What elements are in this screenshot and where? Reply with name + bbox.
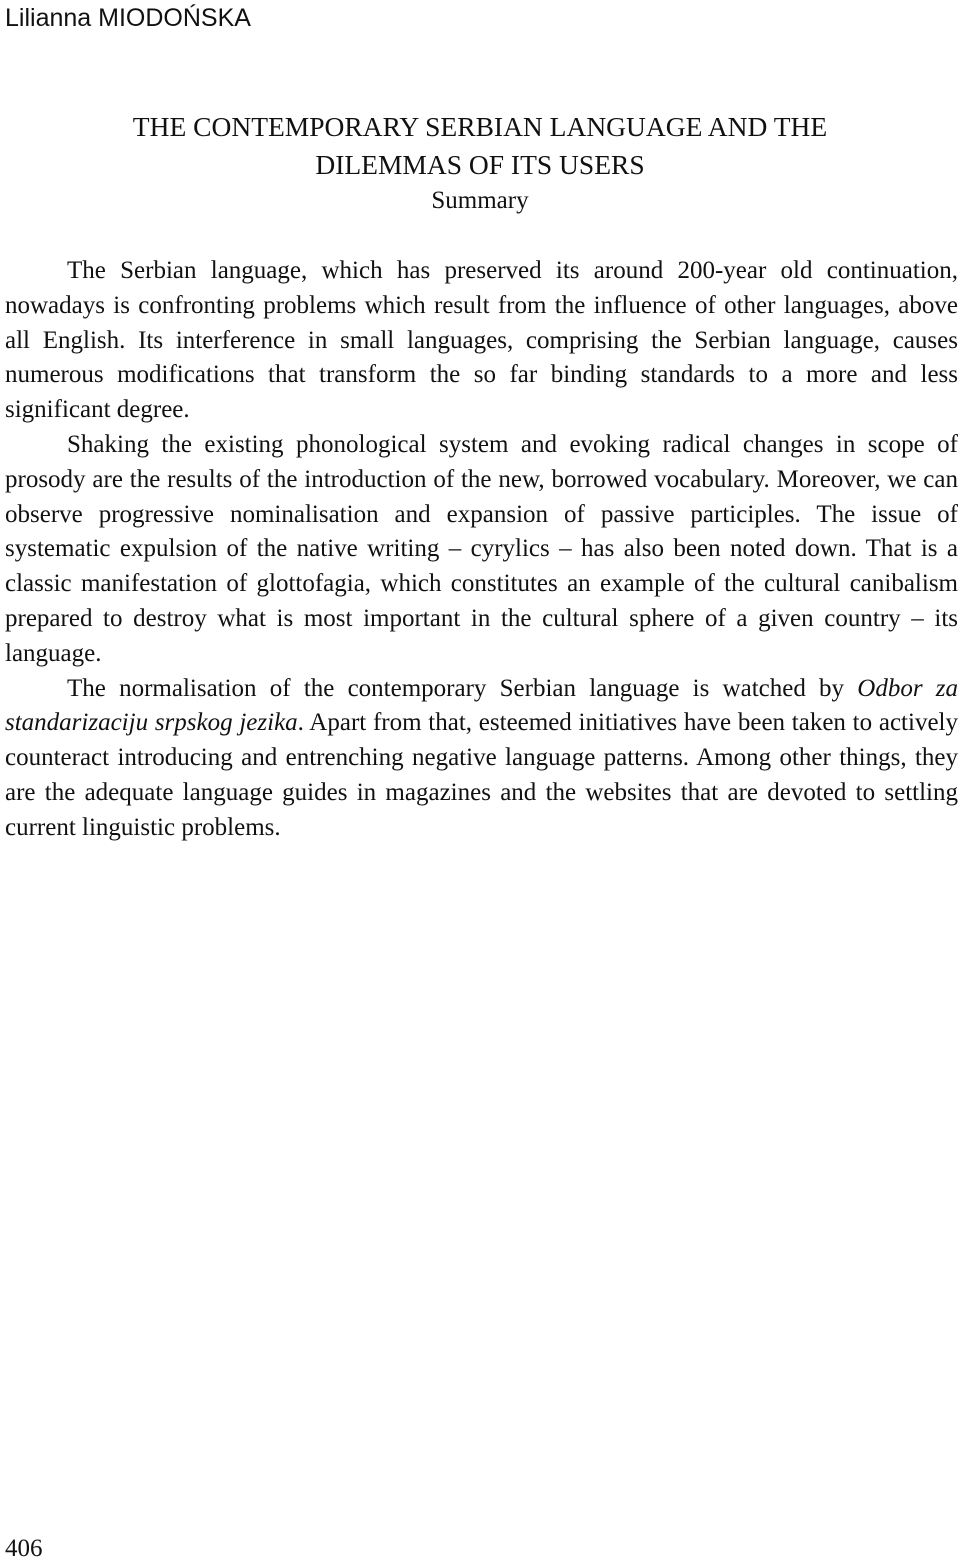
title-line-1: THE CONTEMPORARY SERBIAN LANGUAGE AND THE bbox=[132, 111, 828, 142]
paragraph-3-rest: . Apart from that, esteemed initiatives have been taken to actively counteract introducing and entrenching negative language patterns. Among other things, they are the adequate language guides in magazines and the websites that are devoted to settling current linguistic problems. bbox=[5, 709, 958, 841]
paragraph-3 bbox=[5, 672, 958, 846]
author-name: Lilianna MIODOŃSKA bbox=[5, 4, 251, 32]
page-number: 406 bbox=[5, 1535, 43, 1562]
committee-name: Odbor za standarizaciju srpskog jezika bbox=[5, 674, 959, 737]
summary-body bbox=[5, 254, 958, 846]
paragraph-1: The Serbian language, which has preserved its around 200-year old continuation, nowadays is confronting problems which result from the influence of other languages, above all English. Its interference in small languages, comprising the Serbian language, causes numerous modifications that transform the so far binding standards to a more and less significant degree. bbox=[5, 257, 958, 424]
paragraph-2: Shaking the existing phonological system and evoking radical changes in scope of prosody are the results of the introduction of the new, borrowed vocabulary. Moreover, we can observe progressive nominalisation and expansion of passive participles. The issue of systematic expulsion of the native writing – cyrylics – has also been noted down. That is a classic manifestation of glottofagia, which constitutes an example of the cultural canibalism prepared to destroy what is most important in the cultural sphere of a given country – its language. bbox=[5, 430, 958, 667]
title-line-2: DILEMMAS OF ITS USERS bbox=[315, 149, 645, 180]
article-title bbox=[0, 108, 960, 184]
section-label-summary: Summary bbox=[431, 187, 529, 214]
paragraph-3-start: The normalisation of the contemporary Serbian language is watched by bbox=[67, 674, 845, 702]
